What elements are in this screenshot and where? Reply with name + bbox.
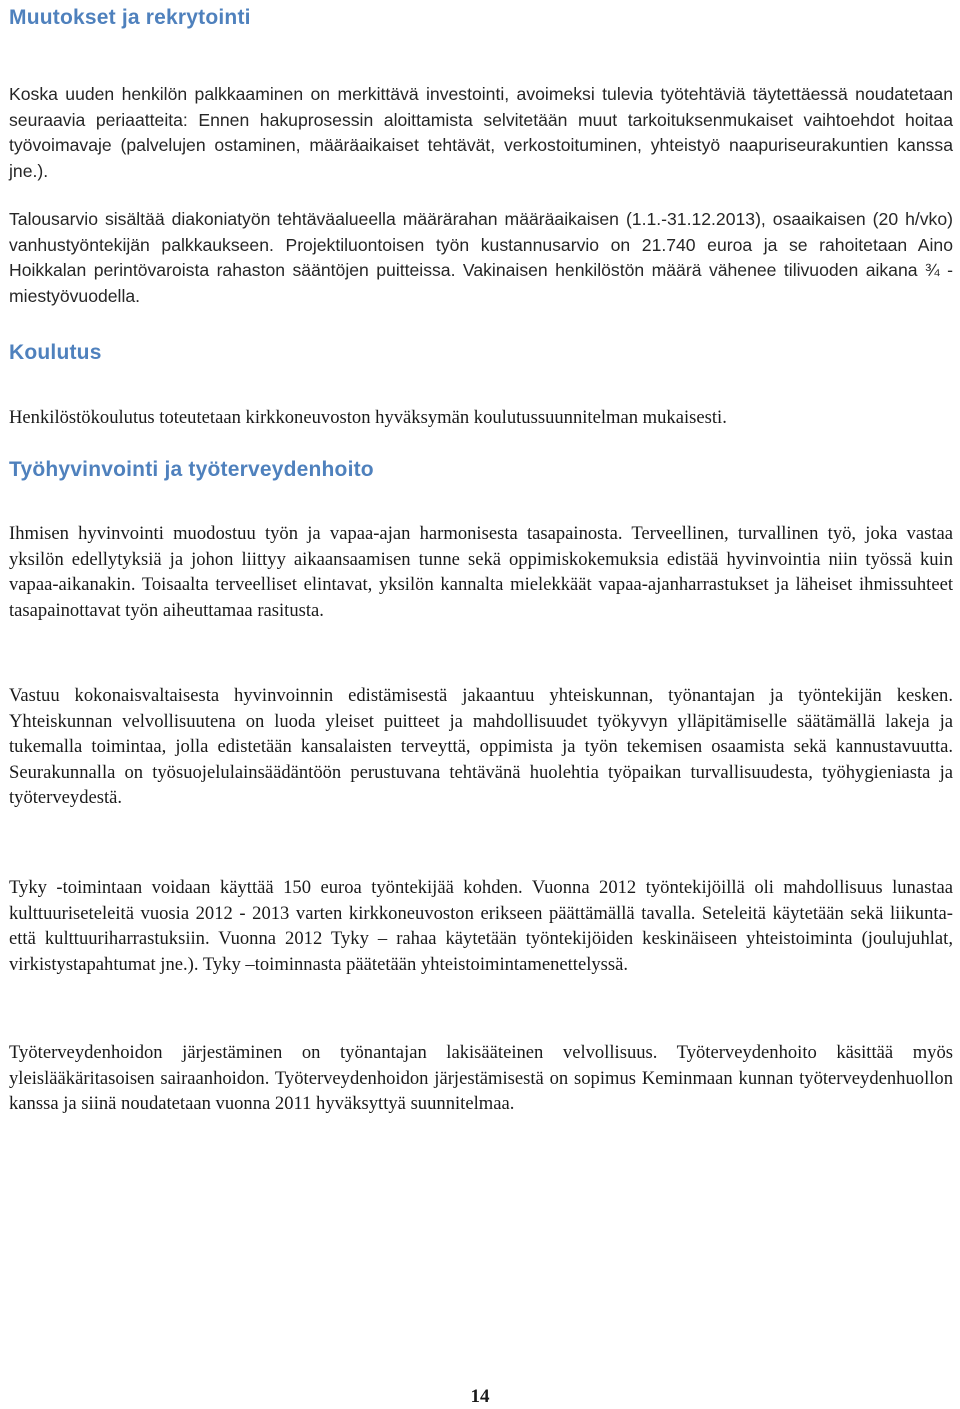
section-heading-rekrytointi: Muutokset ja rekrytointi bbox=[9, 6, 251, 29]
paragraph-tyohyvinvointi-1: Ihmisen hyvinvointi muodostuu työn ja vapaa-ajan harmonisesta tasapainosta. Terveellinen, turvallinen työ, joka vastaa yksilön edellytyksiä ja johon liittyy aikaansaamisen tunne sekä oppimiskokemuksia edistää hyvinvointia niin työssä kuin vapaa-aikanakin. Toisaalta terveelliset elintavat, yksilön kannalta mielekkäät vapaa-ajanharrastukset ja läheiset ihmissuhteet tasapainottavat työn aiheuttamaa rasitusta. bbox=[9, 523, 953, 621]
page-number: 14 bbox=[470, 1386, 490, 1407]
section-heading-koulutus: Koulutus bbox=[9, 341, 102, 364]
paragraph-tyohyvinvointi-4: Työterveydenhoidon järjestäminen on työnantajan lakisääteinen velvollisuus. Työterveydenhoito käsittää myös yleislääkäritasoisen sairaanhoidon. Työterveydenhoidon järjestämisestä on sopimus Keminmaan kunnan työterveydenhuollon kanssa ja siinä noudatetaan vuonna 2011 hyväksyttyä suunnitelmaa. bbox=[9, 1042, 953, 1114]
paragraph-koulutus-1: Henkilöstökoulutus toteutetaan kirkkoneuvoston hyväksymän koulutussuunnitelman mukaisesti. bbox=[9, 407, 727, 428]
paragraph-rekrytointi-2: Talousarvio sisältää diakoniatyön tehtäväalueella määrärahan määräaikaisen (1.1.-31.12.2013), osaaikaisen (20 h/vko) vanhustyöntekijän palkkaukseen. Projektiluontoisen työn kustannusarvio on 21.740 euroa ja se rahoitetaan Aino Hoikkalan perintövaroista rahaston sääntöjen puitteissa. Vakinaisen henkilöstön määrä vähenee tilivuoden aikana ¾ -miestyövuodella. bbox=[9, 209, 953, 306]
paragraph-tyohyvinvointi-2: Vastuu kokonaisvaltaisesta hyvinvoinnin edistämisestä jakaantuu yhteiskunnan, työnantajan ja työntekijän kesken. Yhteiskunnan velvollisuutena on luoda yleiset puitteet ja mahdollisuudet työkyvyn ylläpitämiselle säätämällä lakeja ja tukemalla toimintaa, jolla edistetään kansalaisten terveyttä, oppimista ja työn tekemisen osaamista sekä kannustavuutta. Seurakunnalla on työsuojelulainsäädäntöön perustuvana tehtävänä huolehtia työpaikan turvallisuudesta, työhygieniasta ja työterveydestä. bbox=[9, 685, 953, 808]
paragraph-tyohyvinvointi-3: Tyky -toimintaan voidaan käyttää 150 euroa työntekijää kohden. Vuonna 2012 työntekijöillä oli mahdollisuus lunastaa kulttuuriseteleitä vuosia 2012 - 2013 varten kirkkoneuvoston erikseen päättämällä tavalla. Seteleitä käytetään sekä liikunta- että kulttuuriharrastuksiin. Vuonna 2012 Tyky – rahaa käytetään työntekijöiden keskinäiseen yhteistoiminta (joulujuhlat, virkistystapahtumat jne.). Tyky –toiminnasta päätetään yhteistoimintamenettelyssä. bbox=[9, 877, 953, 975]
section-heading-tyohyvinvointi: Työhyvinvointi ja työterveydenhoito bbox=[9, 458, 374, 481]
paragraph-rekrytointi-1: Koska uuden henkilön palkkaaminen on merkittävä investointi, avoimeksi tulevia työtehtäviä täytettäessä noudatetaan seuraavia periaatteita: Ennen hakuprosessin aloittamista selvitetään muut tarkoituksenmukaiset vaihtoehdot hoitaa työvoimavaje (palvelujen ostaminen, määräaikaiset tehtävät, verkostoituminen, yhteistyö naapuriseurakuntien kanssa jne.). bbox=[9, 84, 953, 181]
